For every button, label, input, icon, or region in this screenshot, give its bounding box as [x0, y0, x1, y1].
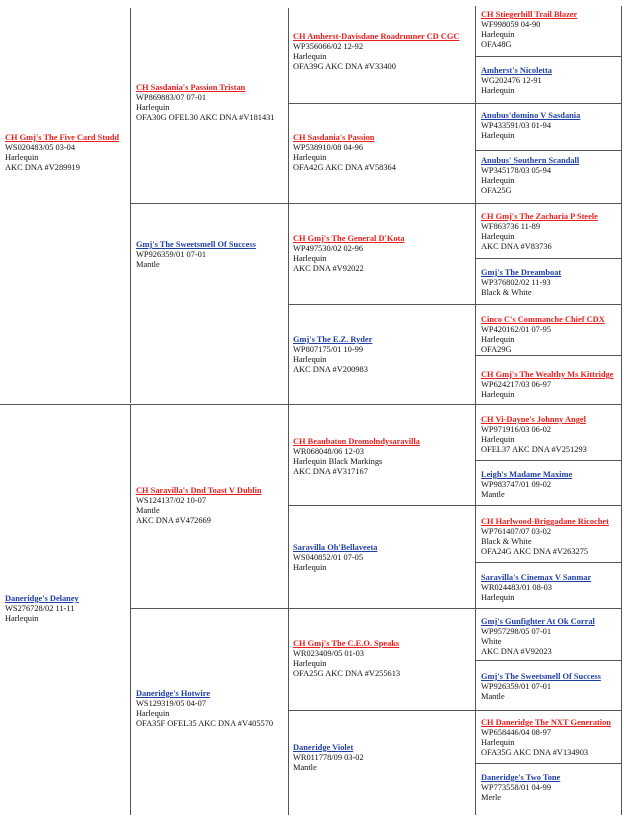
- row-divider: [289, 608, 476, 609]
- dog-entry: [481, 470, 624, 500]
- row-divider: [131, 404, 289, 405]
- registration-line: WP376802/02 11-93: [481, 278, 551, 287]
- registration-line: WP926359/01 07-01: [481, 682, 552, 691]
- detail-line: OFA24G AKC DNA #V263275: [481, 547, 589, 556]
- row-divider: [476, 258, 622, 259]
- dog-entry: [481, 315, 624, 355]
- detail-line: Harlequin: [481, 435, 515, 444]
- dog-name-link[interactable]: CH Harlwood-Briggadane Ricochet: [481, 517, 609, 526]
- dog-name-link[interactable]: CH Gmj's The Wealthy Ms Kittridge: [481, 370, 614, 379]
- dog-entry: [481, 617, 624, 657]
- registration-line: WS020483/05 03-04: [5, 143, 76, 152]
- detail-line: Harlequin: [481, 232, 515, 241]
- dog-name-link[interactable]: Anubus' Southern Scandall: [481, 156, 580, 165]
- detail-line: OFA25G: [481, 186, 512, 195]
- detail-line: Harlequin: [136, 103, 170, 112]
- detail-line: OFA39G AKC DNA #V33400: [293, 62, 396, 71]
- row-divider: [289, 203, 476, 204]
- registration-line: WR024483/01 08-03: [481, 583, 552, 592]
- detail-line: Harlequin: [293, 52, 327, 61]
- detail-line: Harlequin: [5, 153, 39, 162]
- row-divider: [476, 562, 622, 563]
- dog-entry: [481, 415, 624, 455]
- registration-line: WP345178/03 05-94: [481, 166, 552, 175]
- detail-line: OFA29G: [481, 345, 512, 354]
- dog-name-link[interactable]: CH Gmj's The C.E.O. Speaks: [293, 639, 400, 648]
- detail-line: Mantle: [136, 506, 160, 515]
- detail-line: AKC DNA #V472669: [136, 516, 211, 525]
- registration-line: WS129319/05 04-07: [136, 699, 207, 708]
- detail-line: White: [481, 637, 502, 646]
- dog-name-link[interactable]: CH Sasdania's Passion: [293, 133, 375, 142]
- dog-name-link[interactable]: Gmj's Gunfighter At Ok Corral: [481, 617, 595, 626]
- row-divider: [476, 660, 622, 661]
- registration-line: WP926359/01 07-01: [136, 250, 207, 259]
- registration-line: WP983747/01 09-02: [481, 480, 552, 489]
- dog-name-link[interactable]: Gmj's The E.Z. Ryder: [293, 335, 373, 344]
- detail-line: Mantle: [136, 260, 160, 269]
- dog-name-link[interactable]: Amherst's Nicoletta: [481, 66, 552, 75]
- dog-name-link[interactable]: Daneridge's Hotwire: [136, 689, 211, 698]
- detail-line: Harlequin: [136, 709, 170, 718]
- dog-entry: [293, 335, 479, 375]
- detail-line: Black & White: [481, 537, 532, 546]
- dog-name-link[interactable]: Gmj's The Sweetsmell Of Success: [481, 672, 601, 681]
- registration-line: WR068048/06 12-03: [293, 447, 364, 456]
- dog-entry: [293, 639, 479, 679]
- detail-line: Harlequin: [481, 176, 515, 185]
- registration-line: WP971916/03 06-02: [481, 425, 552, 434]
- detail-line: AKC DNA #V317167: [293, 467, 368, 476]
- row-divider: [289, 103, 476, 104]
- detail-line: Mantle: [293, 763, 317, 772]
- detail-line: AKC DNA #V200983: [293, 365, 368, 374]
- dog-entry: [481, 672, 624, 702]
- dog-name-link[interactable]: Leigh's Madame Maxime: [481, 470, 573, 479]
- dog-name-link[interactable]: Saravilla Oh'Bellaveeta: [293, 543, 378, 552]
- detail-line: OFA35G AKC DNA #V134903: [481, 748, 589, 757]
- row-divider: [476, 103, 622, 104]
- detail-line: Harlequin: [481, 738, 515, 747]
- registration-line: WP957298/05 07-01: [481, 627, 552, 636]
- registration-line: WS124137/02 10-07: [136, 496, 207, 505]
- dog-entry: [481, 212, 624, 252]
- dog-name-link[interactable]: CH Daneridge The NXT Generation: [481, 718, 611, 727]
- dog-entry: [293, 234, 479, 274]
- dog-entry: [5, 594, 133, 624]
- detail-line: Harlequin: [481, 390, 515, 399]
- dog-entry: [136, 689, 292, 729]
- dog-name-link[interactable]: Daneridge Violet: [293, 743, 354, 752]
- dog-name-link[interactable]: Gmj's The Sweetsmell Of Success: [136, 240, 256, 249]
- registration-line: WP807175/01 10-99: [293, 345, 364, 354]
- dog-entry: [293, 32, 479, 72]
- detail-line: Harlequin: [293, 659, 327, 668]
- dog-entry: [293, 133, 479, 173]
- column-divider: [288, 8, 289, 815]
- detail-line: OFA35F OFEL35 AKC DNA #V405570: [136, 719, 274, 728]
- registration-line: WS040852/01 07-05: [293, 553, 364, 562]
- dog-entry: [481, 517, 624, 557]
- dog-entry: [481, 156, 624, 196]
- detail-line: Harlequin: [481, 335, 515, 344]
- registration-line: WP658446/04 08-97: [481, 728, 552, 737]
- row-divider: [476, 404, 622, 405]
- row-divider: [0, 404, 131, 405]
- row-divider: [476, 608, 622, 609]
- detail-line: Harlequin: [293, 153, 327, 162]
- dog-entry: [293, 437, 479, 477]
- registration-line: WP869883/07 07-01: [136, 93, 207, 102]
- detail-line: Merle: [481, 793, 501, 802]
- row-divider: [476, 355, 622, 356]
- row-divider: [131, 608, 289, 609]
- detail-line: AKC DNA #V92022: [293, 264, 364, 273]
- dog-name-link[interactable]: Anubus'domino V Sasdania: [481, 111, 581, 120]
- dog-entry: [293, 543, 479, 573]
- registration-line: WR023409/05 01-03: [293, 649, 364, 658]
- registration-line: WP433591/03 01-94: [481, 121, 552, 130]
- column-divider: [130, 405, 131, 815]
- detail-line: Harlequin Black Markings: [293, 457, 383, 466]
- dog-entry: [481, 370, 624, 400]
- registration-line: WR011778/09 03-02: [293, 753, 364, 762]
- detail-line: OFA25G AKC DNA #V255613: [293, 669, 401, 678]
- dog-entry: [481, 773, 624, 803]
- dog-name-link[interactable]: CH Stiegerhill Trail Blazer: [481, 10, 578, 19]
- registration-line: WP624217/03 06-97: [481, 380, 552, 389]
- dog-entry: [481, 10, 624, 50]
- row-divider: [131, 203, 289, 204]
- dog-name-link[interactable]: CH Gmj's The Zacharia P Steele: [481, 212, 598, 221]
- registration-line: WF998059 04-90: [481, 20, 541, 29]
- row-divider: [476, 203, 622, 204]
- detail-line: Harlequin: [481, 131, 515, 140]
- detail-line: OFA30G OFEL30 AKC DNA #V181431: [136, 113, 275, 122]
- dog-entry: [481, 573, 624, 603]
- dog-name-link[interactable]: Daneridge's Two Tone: [481, 773, 561, 782]
- dog-entry: [136, 486, 292, 526]
- detail-line: Mantle: [481, 692, 505, 701]
- dog-entry: [293, 743, 479, 773]
- dog-entry: [136, 83, 292, 123]
- dog-name-link[interactable]: CH Sasdania's Passion Tristan: [136, 83, 246, 92]
- dog-entry: [5, 133, 133, 173]
- row-divider: [476, 505, 622, 506]
- registration-line: WS276728/02 11-11: [5, 604, 75, 613]
- dog-name-link[interactable]: CH Gmj's The General D'Kota: [293, 234, 405, 243]
- dog-entry: [481, 111, 624, 141]
- dog-name-link[interactable]: CH Beaubaton Dromolndysaravilla: [293, 437, 420, 446]
- detail-line: AKC DNA #V83736: [481, 242, 552, 251]
- dog-name-link[interactable]: CH Vi-Dayne's Johnny Angel: [481, 415, 586, 424]
- dog-name-link[interactable]: CH Gmj's The Five Card Studd: [5, 133, 120, 142]
- detail-line: AKC DNA #V289919: [5, 163, 80, 172]
- row-divider: [476, 763, 622, 764]
- row-divider: [289, 404, 476, 405]
- detail-line: Harlequin: [293, 563, 327, 572]
- row-divider: [476, 304, 622, 305]
- dog-name-link[interactable]: Saravilla's Cinemax V Sanmar: [481, 573, 592, 582]
- row-divider: [289, 304, 476, 305]
- dog-entry: [481, 718, 624, 758]
- column-divider: [130, 8, 131, 403]
- registration-line: WP761407/07 03-02: [481, 527, 552, 536]
- detail-line: OFA48G: [481, 40, 512, 49]
- row-divider: [476, 460, 622, 461]
- row-divider: [476, 56, 622, 57]
- detail-line: Harlequin: [293, 254, 327, 263]
- row-divider: [476, 150, 622, 151]
- column-divider: [475, 6, 476, 815]
- detail-line: Harlequin: [481, 30, 515, 39]
- detail-line: Mantle: [481, 490, 505, 499]
- row-divider: [289, 710, 476, 711]
- dog-name-link[interactable]: CH Saravilla's Dnd Toast V Dublin: [136, 486, 262, 495]
- registration-line: WP497530/02 02-96: [293, 244, 364, 253]
- dog-name-link[interactable]: Cinco C's Commanche Chief CDX: [481, 315, 605, 324]
- column-divider: [621, 6, 622, 815]
- detail-line: Harlequin: [481, 593, 515, 602]
- registration-line: WG202476 12-91: [481, 76, 542, 85]
- detail-line: OFA42G AKC DNA #V58364: [293, 163, 396, 172]
- dog-entry: [136, 240, 292, 270]
- detail-line: AKC DNA #V92023: [481, 647, 552, 656]
- dog-name-link[interactable]: Gmj's The Dreamboat: [481, 268, 562, 277]
- registration-line: WP538910/08 04-96: [293, 143, 364, 152]
- detail-line: OFEL37 AKC DNA #V251293: [481, 445, 587, 454]
- detail-line: Harlequin: [5, 614, 39, 623]
- row-divider: [289, 505, 476, 506]
- detail-line: Harlequin: [481, 86, 515, 95]
- registration-line: WP420162/01 07-95: [481, 325, 552, 334]
- registration-line: WF863736 11-89: [481, 222, 541, 231]
- dog-entry: [481, 66, 624, 96]
- row-divider: [476, 710, 622, 711]
- dog-name-link[interactable]: Daneridge's Delaney: [5, 594, 79, 603]
- detail-line: Black & White: [481, 288, 532, 297]
- dog-entry: [481, 268, 624, 298]
- detail-line: Harlequin: [293, 355, 327, 364]
- registration-line: WP773558/01 04-99: [481, 783, 552, 792]
- registration-line: WP356066/02 12-92: [293, 42, 364, 51]
- dog-name-link[interactable]: CH Amherst-Davisdane Roadrunner CD CGC: [293, 32, 460, 41]
